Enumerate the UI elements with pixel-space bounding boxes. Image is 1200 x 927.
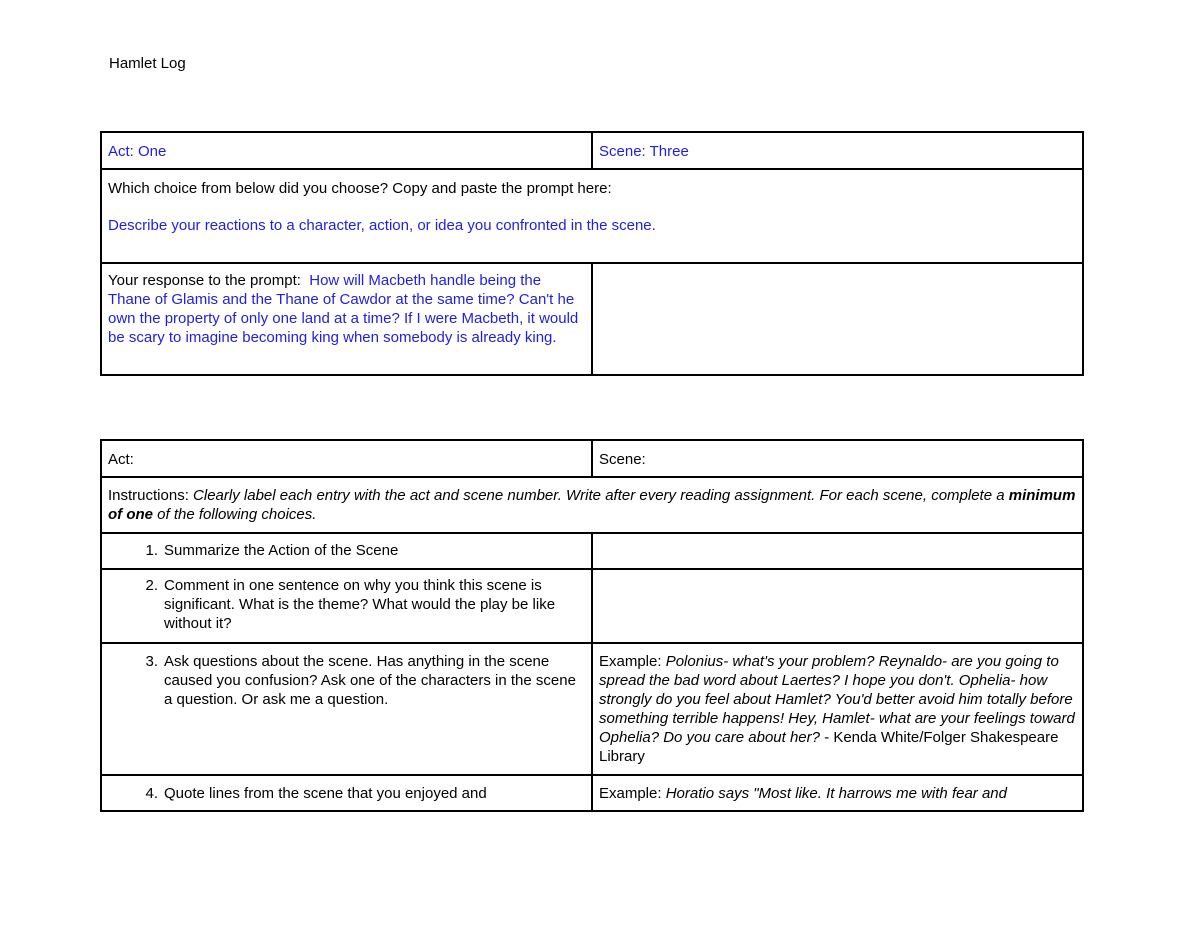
choice-3-example-cell[interactable] — [592, 643, 1083, 775]
choice-3-cell — [101, 643, 592, 775]
document-title: Hamlet Log — [109, 55, 186, 72]
example-credit: - Kenda White/Folger Shakespeare Library — [599, 729, 1059, 765]
response-text: How will Macbeth handle being the Thane of Glamis and the Thane of Cawdor at the same time? Can't he own the property of only one land at a time? If I were Macbeth, it would be scary to imagine becoming king when somebody is already king. — [108, 272, 579, 346]
choice-number: 2. — [145, 577, 158, 594]
prompt-question: Which choice from below did you choose? Copy and paste the prompt here: — [108, 180, 612, 197]
choice-number: 4. — [145, 785, 158, 802]
choice-4-example-cell[interactable] — [592, 775, 1083, 811]
choice-text: Quote lines from the scene that you enjoyed and — [164, 785, 487, 802]
choice-2-response-cell[interactable] — [592, 569, 1083, 643]
example-text: Horatio says "Most like. It harrows me with fear and — [665, 785, 1007, 802]
response-cell[interactable] — [101, 263, 592, 375]
choice-2-cell — [101, 569, 592, 643]
instructions-label: Instructions: — [108, 487, 189, 504]
choice-number: 1. — [145, 542, 158, 559]
log-table-filled — [100, 131, 1084, 376]
prompt-answer: Describe your reactions to a character, action, or idea you confronted in the scene. — [108, 217, 656, 234]
example-label: Example: — [599, 785, 662, 802]
choice-text: Summarize the Action of the Scene — [164, 542, 399, 559]
instructions-bold: minimum of one — [108, 487, 1076, 523]
choice-4-cell — [101, 775, 592, 811]
choice-1-response-cell[interactable] — [592, 533, 1083, 569]
prompt-cell[interactable] — [101, 169, 1083, 263]
response-extra-cell[interactable] — [592, 263, 1083, 375]
choice-text: Ask questions about the scene. Has anything in the scene caused you confusion? Ask one of the characters in the scene a question. Or ask me a question. — [164, 653, 576, 708]
choice-text: Comment in one sentence on why you think this scene is significant. What is the theme? What would the play be like without it? — [164, 577, 556, 632]
act-cell[interactable]: Act: One — [101, 132, 592, 169]
instructions-cell — [101, 477, 1083, 533]
response-label: Your response to the prompt: — [108, 272, 301, 289]
instructions-text: Clearly label each entry with the act and scene number. Write after every reading assignment. For each scene, complete a minimum of one of the following choices. — [108, 487, 1076, 523]
choice-number: 3. — [145, 653, 158, 670]
act-cell[interactable]: Act: — [101, 440, 592, 477]
log-table-blank — [100, 439, 1084, 812]
example-label: Example: — [599, 653, 662, 670]
scene-cell[interactable]: Scene: Three — [592, 132, 1083, 169]
example-text: Polonius- what's your problem? Reynaldo- are you going to spread the bad word about Laertes? I hope you don't. Ophelia- how strongly do you feel about Hamlet? You'd better avoid him totally before something terrible happens! Hey, Hamlet- what are your feelings toward Ophelia? Do you care about her? — [599, 653, 1075, 746]
scene-cell[interactable]: Scene: — [592, 440, 1083, 477]
choice-1-cell — [101, 533, 592, 569]
